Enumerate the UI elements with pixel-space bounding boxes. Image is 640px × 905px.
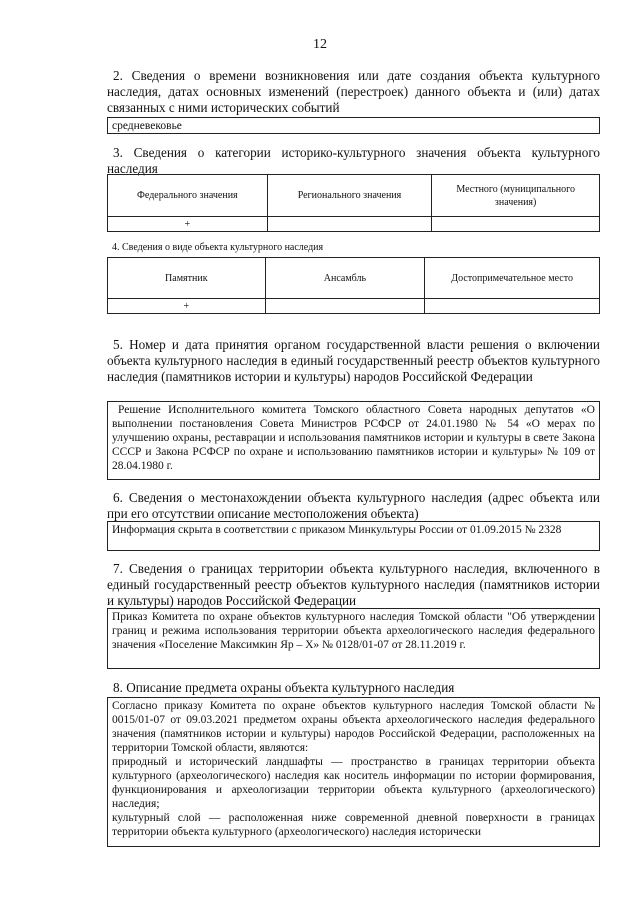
col-landmark-place: Достопримечательное место bbox=[425, 258, 600, 299]
section-7-heading: 7. Сведения о границах территории объекта культурного наследия, включенного в единый государственный реестр объектов культурного наследия (памятников истории и культуры) народов Российской Федерации bbox=[107, 561, 600, 608]
section-7-value-box bbox=[107, 608, 600, 669]
object-type-table bbox=[107, 257, 600, 314]
page-number: 12 bbox=[313, 37, 327, 52]
section-2-value: средневековье bbox=[112, 120, 182, 132]
section-3-heading: 3. Сведения о категории историко-культурного значения объекта культурного наследия bbox=[107, 145, 600, 176]
section-8-paragraph-3: культурный слой — расположенная ниже современной дневной поверхности в границах территории объекта культурного (археологического) наследия исторически bbox=[112, 812, 595, 838]
mark-federal: + bbox=[108, 217, 268, 232]
mark-ensemble bbox=[265, 299, 425, 314]
section-2-value-box bbox=[107, 117, 600, 134]
mark-monument: + bbox=[108, 299, 266, 314]
section-5-value-box bbox=[107, 401, 600, 480]
section-8-value-box bbox=[107, 697, 600, 847]
mark-regional bbox=[267, 217, 432, 232]
section-2-heading: 2. Сведения о времени возникновения или дате создания объекта культурного наследия, датах основных изменений (перестроек) данного объекта и (или) датах связанных с ними исторических событий bbox=[107, 68, 600, 115]
col-ensemble: Ансамбль bbox=[265, 258, 425, 299]
significance-category-table bbox=[107, 174, 600, 232]
col-local: Местного (муниципального значения) bbox=[432, 175, 600, 217]
section-5-heading: 5. Номер и дата принятия органом государственной власти решения о включении объекта культурного наследия в единый государственный реестр объектов культурного наследия (памятников истории и культуры) народов Российской Федерации bbox=[107, 337, 600, 384]
section-6-value: Информация скрыта в соответствии с приказом Минкультуры России от 01.09.2015 № 2328 bbox=[112, 524, 562, 536]
col-federal: Федерального значения bbox=[108, 175, 268, 217]
section-6-heading: 6. Сведения о местонахождении объекта культурного наследия (адрес объекта или при его отсутствии описание местоположения объекта) bbox=[107, 490, 600, 521]
mark-local bbox=[432, 217, 600, 232]
section-7-value: Приказ Комитета по охране объектов культурного наследия Томской области "Об утверждении границ и режима использования территории объекта археологического наследия федерального значения «Поселение Максимкин Яр – Х» № 0128/01-07 от 28.11.2019 г. bbox=[112, 611, 595, 651]
section-6-value-box bbox=[107, 521, 600, 551]
section-8-paragraph-1: Согласно приказу Комитета по охране объектов культурного наследия Томской области № 0015/01-07 от 09.03.2021 предметом охраны объекта археологического наследия федерального значения (памятников истории и культуры) народов Российской Федерации, расположенных на территории Томской области, являются: bbox=[112, 700, 595, 754]
col-regional: Регионального значения bbox=[267, 175, 432, 217]
section-5-value: Решение Исполнительного комитета Томского областного Совета народных депутатов «О выполнении постановления Совета Министров РСФСР от 24.01.1980 № 54 «О мерах по улучшению охраны, реставрации и использования памятников истории и культуры в свете Закона СССР и Закона РСФСР по охране и использованию памятников истории и культуры» № 109 от 28.04.1980 г. bbox=[112, 404, 595, 472]
section-8-heading: 8. Описание предмета охраны объекта культурного наследия bbox=[113, 680, 455, 695]
section-4-heading: 4. Сведения о виде объекта культурного наследия bbox=[112, 242, 324, 253]
col-monument: Памятник bbox=[108, 258, 266, 299]
mark-landmark-place bbox=[425, 299, 600, 314]
section-8-paragraph-2: природный и исторический ландшафты — пространство в границах территории объекта культурного (археологического) наследия как носитель информации по истории формирования, функционирования и археологизации территории объекта культурного (археологического) наследия; bbox=[112, 756, 595, 810]
